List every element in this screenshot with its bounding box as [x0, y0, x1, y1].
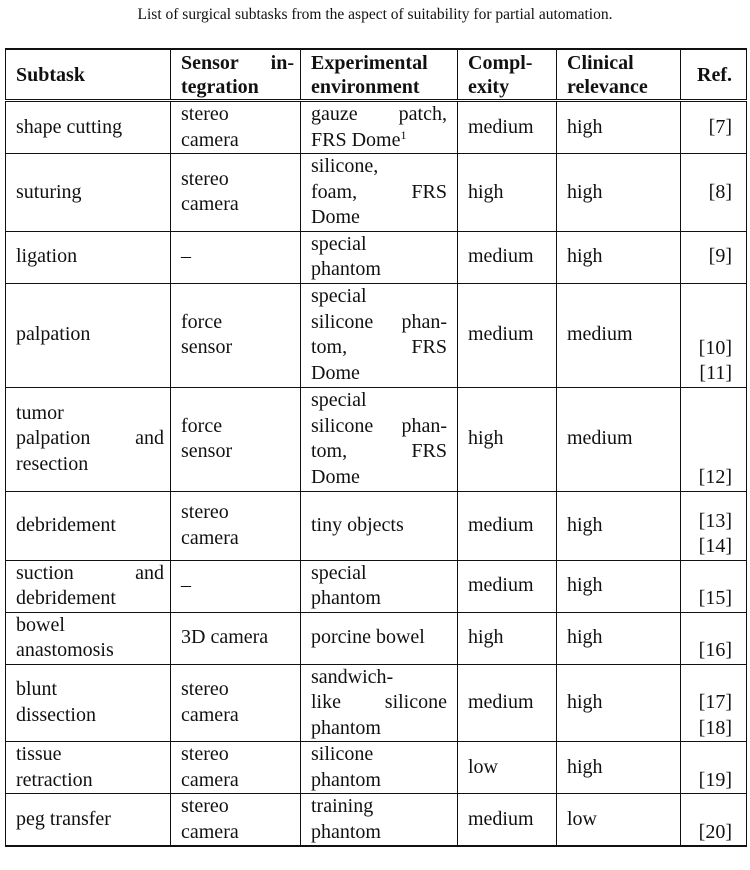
cell-line: porcine bowel [311, 626, 425, 649]
cell-complexity: medium [458, 491, 557, 560]
cell-complexity: medium [458, 560, 557, 612]
cell-subtask [6, 387, 171, 491]
table-caption: List of surgical subtasks from the aspect of suitability for partial automation. [137, 6, 613, 23]
cell-line: stereo [181, 795, 229, 817]
cell-line: silicone [311, 743, 374, 765]
cell-line: camera [181, 193, 239, 216]
cell-line: shape cutting [16, 115, 123, 138]
ref-list [699, 820, 732, 846]
ref-list [709, 115, 732, 141]
table-row [6, 664, 747, 742]
cell-complexity: high [458, 612, 557, 664]
table-row [6, 283, 747, 387]
table-row [6, 794, 747, 847]
ref-citation: [7] [708, 115, 732, 138]
cell-environment [301, 664, 458, 742]
cell-line: suction and [16, 561, 164, 584]
cell-line: retraction [16, 768, 93, 791]
cell-line: – [181, 574, 191, 597]
cell-subtask [6, 154, 171, 232]
cell-line: stereo [181, 501, 229, 523]
cell-ref [681, 231, 747, 283]
ref-citation: [11] [699, 362, 732, 384]
header-complexity-line: exity [468, 75, 510, 98]
table-row [6, 560, 747, 612]
header-subtask: Subtask [6, 49, 171, 101]
cell-line: gauze patch, [311, 103, 447, 125]
header-clinical-line: relevance [567, 75, 648, 98]
cell-line: stereo [181, 743, 229, 765]
cell-line: phantom [311, 587, 381, 609]
cell-line: tumor [16, 401, 64, 424]
ref-citation: [14] [698, 535, 732, 557]
cell-sensor [171, 387, 301, 491]
cell-line: tissue [16, 743, 62, 765]
cell-complexity: low [458, 742, 557, 794]
cell-clinical: high [557, 154, 681, 232]
cell-line: resection [16, 452, 89, 475]
cell-clinical: high [557, 231, 681, 283]
cell-line: special [311, 561, 367, 584]
header-row [6, 49, 747, 101]
cell-line: suturing [16, 180, 82, 203]
ref-list [699, 336, 732, 387]
cell-line: tom, FRS [311, 336, 447, 358]
cell-complexity: medium [458, 664, 557, 742]
ref-citation: [9] [708, 245, 732, 268]
cell-line: Dome [311, 465, 360, 488]
cell-line: force [181, 310, 223, 333]
cell-line: silicone, [311, 155, 379, 177]
cell-clinical: medium [557, 387, 681, 491]
cell-sensor [171, 101, 301, 154]
cell-line: camera [181, 128, 239, 151]
cell-line: like silicone [311, 691, 447, 713]
cell-line: camera [181, 768, 239, 791]
cell-complexity: medium [458, 231, 557, 283]
cell-subtask [6, 101, 171, 154]
cell-line: – [181, 245, 191, 268]
cell-line: blunt [16, 678, 58, 701]
subtask-table [5, 48, 747, 847]
cell-line: palpation and [16, 427, 164, 450]
table-row [6, 154, 747, 232]
cell-clinical: high [557, 101, 681, 154]
cell-line: Dome [311, 206, 360, 228]
cell-line: foam, FRS [311, 180, 447, 203]
cell-line: sandwich- [311, 665, 394, 688]
cell-environment [301, 154, 458, 232]
cell-subtask [6, 560, 171, 612]
cell-sensor [171, 742, 301, 794]
cell-line: camera [181, 703, 239, 726]
cell-clinical: medium [557, 283, 681, 387]
cell-environment [301, 794, 458, 847]
ref-citation: [8] [708, 180, 732, 203]
ref-list [699, 586, 732, 612]
cell-environment [301, 491, 458, 560]
cell-line: stereo [181, 167, 229, 190]
cell-line: ligation [16, 245, 78, 268]
cell-line: 3D camera [181, 626, 269, 649]
cell-complexity: medium [458, 101, 557, 154]
header-env-line: environment [311, 75, 420, 98]
cell-subtask [6, 742, 171, 794]
cell-ref [681, 560, 747, 612]
cell-line: phantom [311, 820, 381, 843]
cell-complexity: medium [458, 794, 557, 847]
cell-ref [681, 612, 747, 664]
footnote-marker: 1 [400, 127, 407, 142]
cell-line: special [311, 285, 367, 307]
header-clinical [557, 49, 681, 101]
cell-line: debridement [16, 587, 116, 609]
cell-line: silicone phan- [311, 414, 447, 437]
cell-ref [681, 491, 747, 560]
ref-list [699, 768, 732, 794]
header-clinical-line: Clinical [567, 51, 634, 74]
header-environment [301, 49, 458, 101]
table-row [6, 612, 747, 664]
cell-environment [301, 387, 458, 491]
cell-subtask [6, 794, 171, 847]
table-row [6, 742, 747, 794]
cell-line: tom, FRS [311, 440, 447, 462]
cell-line: camera [181, 526, 239, 549]
ref-citation: [19] [698, 768, 732, 791]
cell-line: bowel [16, 613, 65, 636]
cell-clinical: high [557, 742, 681, 794]
ref-citation: [16] [698, 639, 732, 661]
cell-sensor [171, 612, 301, 664]
ref-citation: [12] [698, 466, 732, 488]
cell-complexity: high [458, 387, 557, 491]
cell-sensor [171, 231, 301, 283]
cell-line [311, 128, 447, 154]
cell-line: peg transfer [16, 807, 111, 830]
cell-line: special [311, 232, 367, 255]
header-sensor-line: Sensor in- [181, 51, 294, 74]
cell-subtask [6, 664, 171, 742]
cell-line: sensor [181, 440, 233, 462]
ref-citation: [13] [698, 509, 732, 532]
ref-citation: [17] [698, 691, 732, 713]
cell-line: phantom [311, 768, 381, 791]
cell-subtask [6, 231, 171, 283]
header-sensor [171, 49, 301, 101]
cell-ref [681, 154, 747, 232]
cell-line-text: FRS Dome [311, 128, 401, 151]
header-complexity [458, 49, 557, 101]
ref-list [699, 638, 732, 664]
cell-line: stereo [181, 103, 229, 125]
header-ref: Ref. [681, 49, 747, 101]
cell-ref [681, 387, 747, 491]
cell-environment [301, 612, 458, 664]
cell-line: special [311, 389, 367, 411]
table-row [6, 101, 747, 154]
cell-complexity: high [458, 154, 557, 232]
cell-line: Dome [311, 361, 360, 384]
cell-ref [681, 101, 747, 154]
cell-line: anastomosis [16, 639, 114, 661]
cell-sensor [171, 664, 301, 742]
ref-list [699, 509, 732, 560]
table-row [6, 231, 747, 283]
table-body [6, 101, 747, 847]
cell-subtask [6, 612, 171, 664]
cell-sensor [171, 283, 301, 387]
cell-sensor [171, 794, 301, 847]
table-row [6, 491, 747, 560]
ref-list [709, 244, 732, 270]
cell-clinical: high [557, 491, 681, 560]
ref-citation: [20] [698, 820, 732, 843]
cell-line: phantom [311, 258, 381, 280]
table-row [6, 387, 747, 491]
cell-sensor [171, 491, 301, 560]
cell-environment [301, 742, 458, 794]
ref-citation: [18] [698, 716, 732, 739]
ref-list [699, 690, 732, 741]
cell-environment [301, 560, 458, 612]
ref-citation: [10] [698, 336, 732, 359]
cell-sensor [171, 560, 301, 612]
header-complexity-line: Compl- [468, 51, 533, 74]
cell-clinical: high [557, 612, 681, 664]
ref-citation: [15] [698, 587, 732, 609]
cell-environment [301, 101, 458, 154]
cell-clinical: low [557, 794, 681, 847]
cell-subtask [6, 491, 171, 560]
cell-line: stereo [181, 678, 229, 701]
cell-line: tiny objects [311, 513, 404, 536]
header-env-line: Experimental [311, 51, 428, 74]
cell-clinical: high [557, 664, 681, 742]
cell-environment [301, 283, 458, 387]
cell-clinical: high [557, 560, 681, 612]
ref-list [699, 465, 732, 491]
header-sensor-line: tegration [181, 75, 259, 98]
cell-line: training [311, 795, 374, 817]
cell-line: silicone phan- [311, 310, 447, 333]
cell-line: debridement [16, 513, 116, 536]
cell-line: force [181, 414, 223, 437]
cell-line: phantom [311, 716, 381, 739]
cell-subtask [6, 283, 171, 387]
cell-line: camera [181, 820, 239, 843]
cell-line: sensor [181, 336, 233, 358]
cell-ref [681, 283, 747, 387]
cell-complexity: medium [458, 283, 557, 387]
cell-ref [681, 742, 747, 794]
cell-ref [681, 664, 747, 742]
cell-line: palpation [16, 323, 91, 346]
cell-ref [681, 794, 747, 847]
cell-environment [301, 231, 458, 283]
cell-sensor [171, 154, 301, 232]
ref-list [709, 180, 732, 206]
cell-line: dissection [16, 703, 96, 726]
